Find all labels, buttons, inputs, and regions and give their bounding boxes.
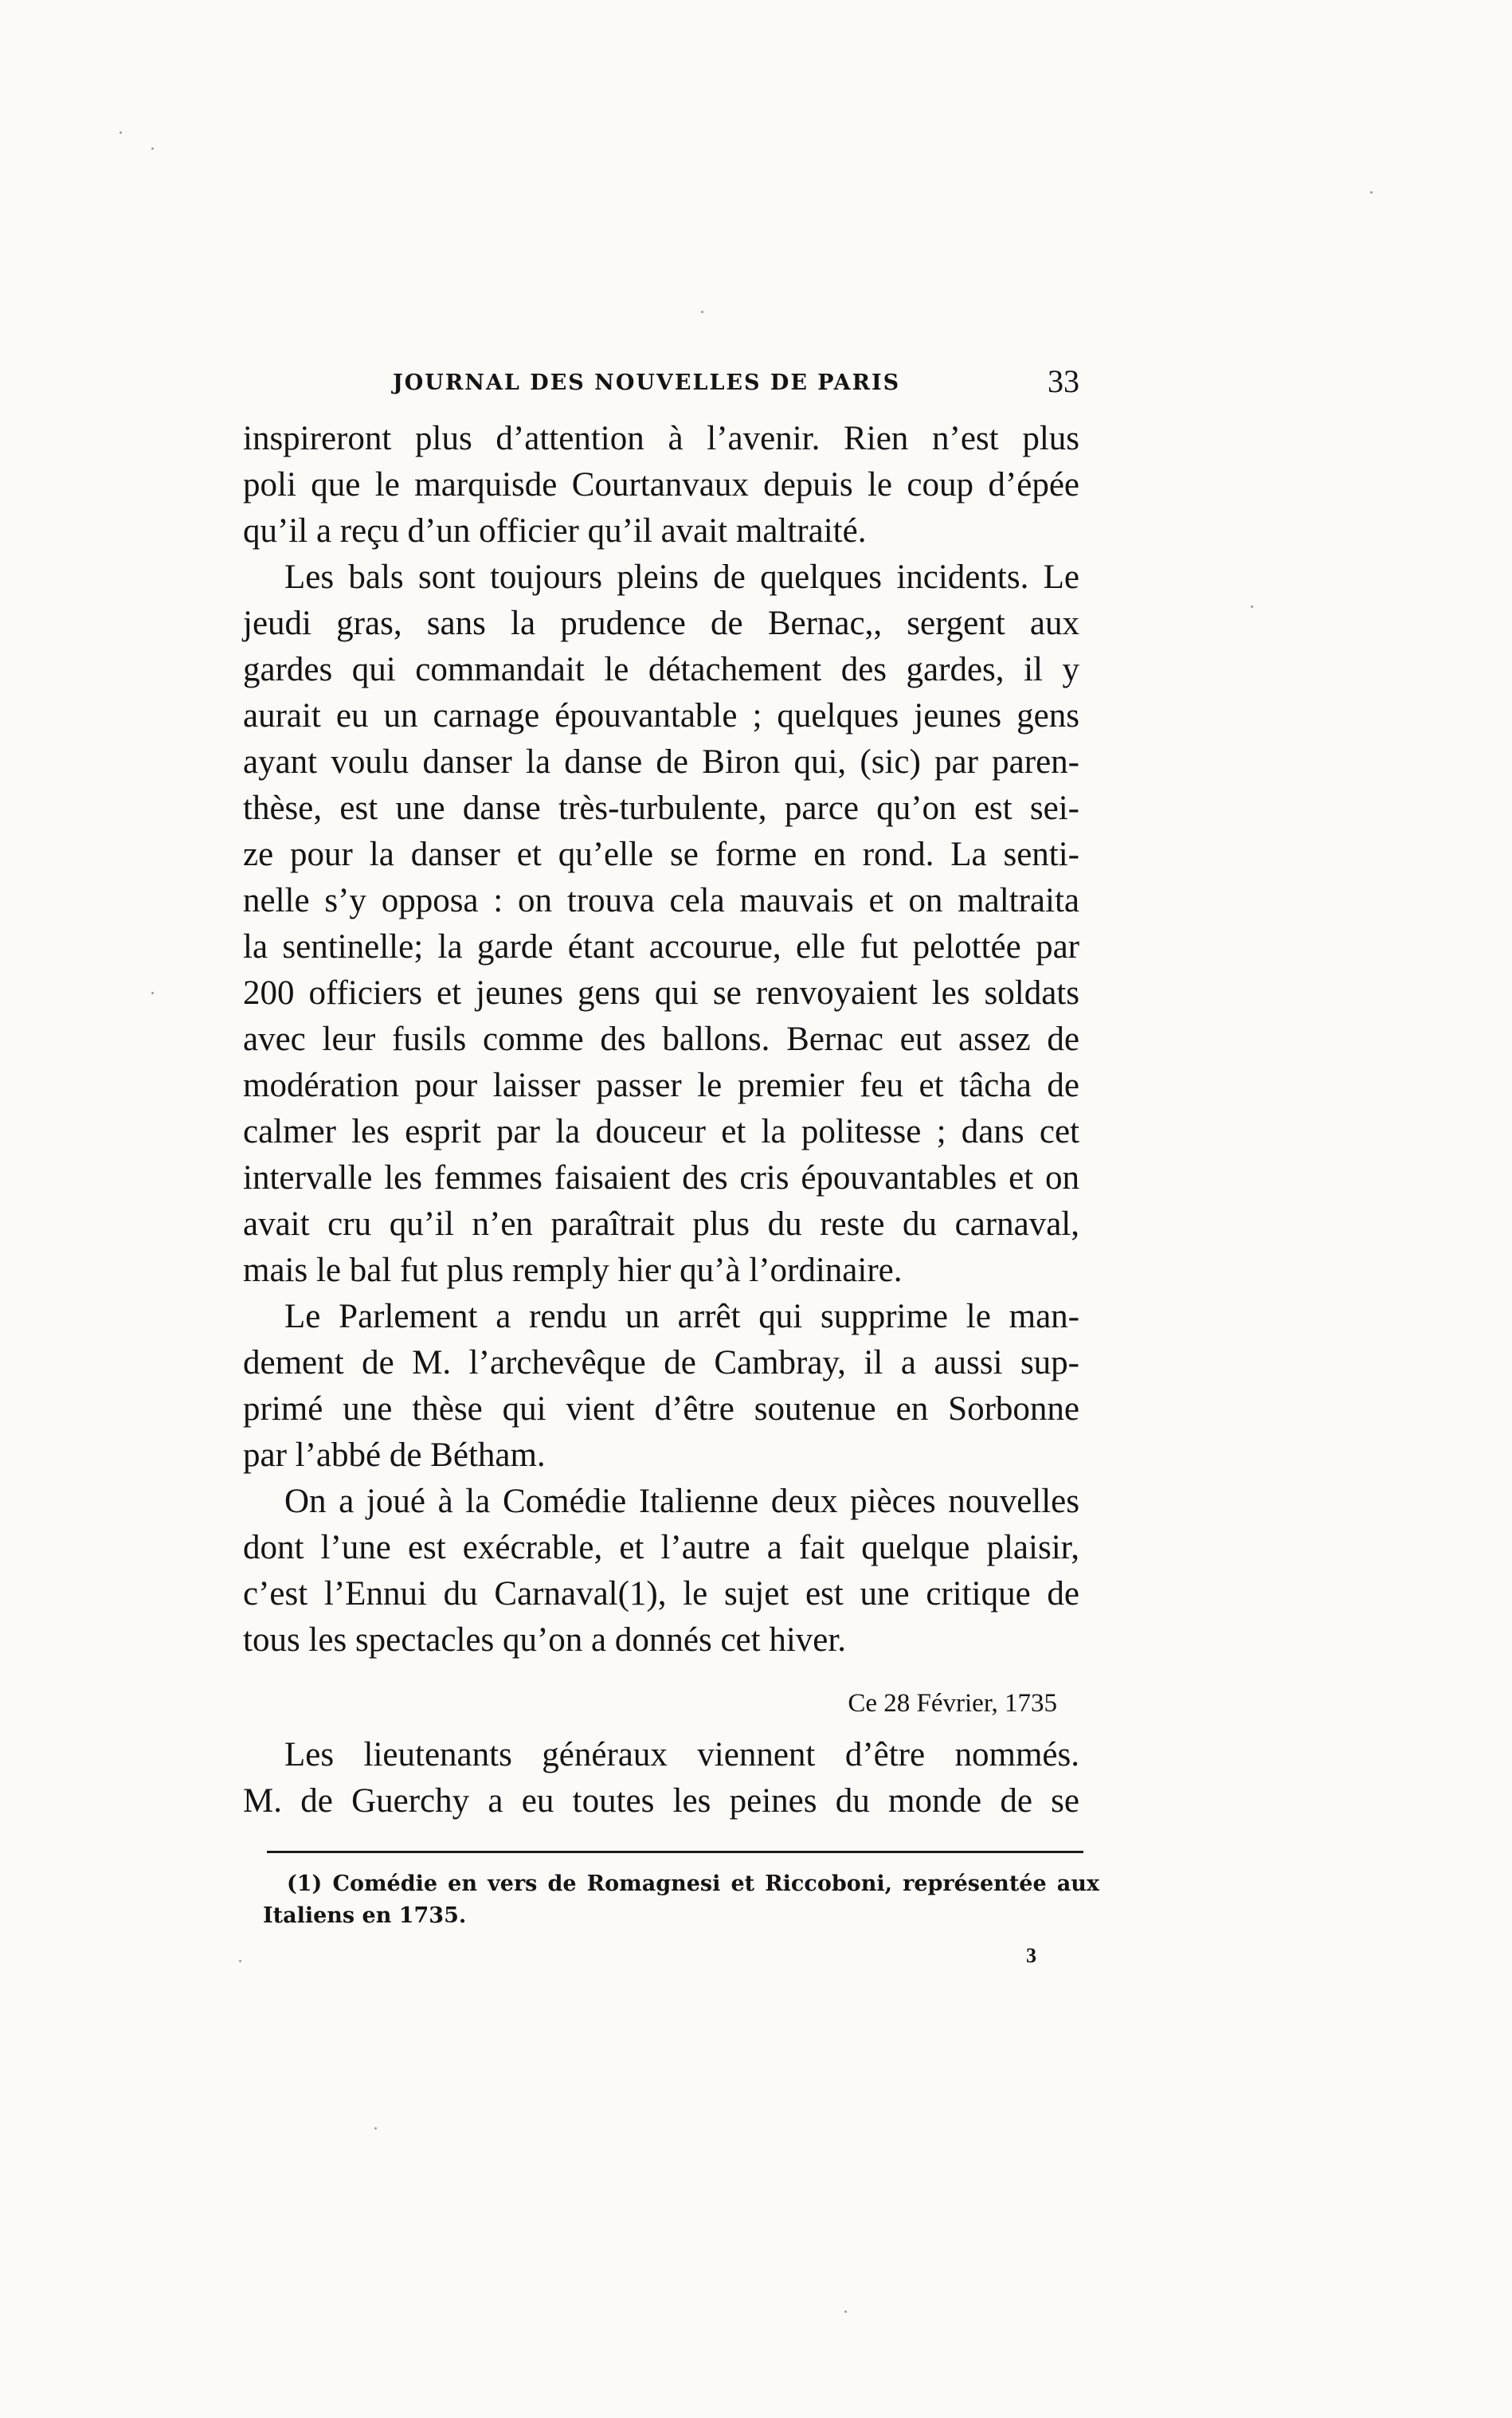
paragraph-spacer xyxy=(243,1664,1079,1675)
text-line: modération pour laisser passer le premier feu et tâcha de xyxy=(243,1067,1079,1104)
dateline: Ce 28 Février, 1735 xyxy=(848,1689,1057,1718)
footnote-rule xyxy=(267,1851,1083,1853)
text-line: dont l’une est exécrable, et l’autre a fait quelque plaisir, xyxy=(243,1529,1079,1566)
scan-speck xyxy=(119,131,122,134)
scan-speck xyxy=(1370,191,1373,194)
body-text xyxy=(243,416,1079,1824)
footnote-line: Italiens en 1735. xyxy=(263,1903,467,1928)
text-line: qu’il a reçu d’un officier qu’il avait maltraité. xyxy=(243,512,867,550)
running-head xyxy=(243,363,1079,410)
text-line: On a joué à la Comédie Italienne deux pièces nouvelles xyxy=(284,1483,1079,1520)
running-title: JOURNAL DES NOUVELLES DE PARIS xyxy=(393,370,901,395)
scan-speck xyxy=(239,1960,241,1962)
text-line: tous les spectacles qu’on a donnés cet hiver. xyxy=(243,1621,847,1659)
text-line: c’est l’Ennui du Carnaval(1), le sujet est une critique de xyxy=(243,1575,1079,1613)
scan-speck xyxy=(844,2310,847,2313)
page-number: 33 xyxy=(1048,363,1079,399)
text-line: ze pour la danser et qu’elle se forme en rond. La senti- xyxy=(243,836,1079,873)
text-line: intervalle les femmes faisaient des cris épouvantables et on xyxy=(243,1159,1079,1197)
text-line: par l’abbé de Bétham. xyxy=(243,1436,546,1474)
text-line: ayant voulu danser la danse de Biron qui, (sic) par paren- xyxy=(243,743,1079,781)
footnote-line: (1) Comédie en vers de Romagnesi et Riccoboni, représentée aux xyxy=(287,1871,1099,1896)
text-line: nelle s’y opposa : on trouva cela mauvais et on maltraita xyxy=(243,882,1079,919)
text-line: inspireront plus d’attention à l’avenir. Rien n’est plus xyxy=(243,420,1079,457)
text-line: dement de M. l’archevêque de Cambray, il a aussi sup- xyxy=(243,1344,1079,1381)
text-line: gardes qui commandait le détachement des gardes, il y xyxy=(243,651,1079,688)
text-line: thèse, est une danse très-turbulente, parce qu’on est sei- xyxy=(243,790,1079,827)
text-line: primé une thèse qui vient d’être soutenue en Sorbonne xyxy=(243,1390,1079,1428)
scan-speck xyxy=(701,311,703,313)
scan-speck xyxy=(1251,605,1253,608)
text-line: aurait eu un carnage épouvantable ; quelques jeunes gens xyxy=(243,697,1079,735)
text-line: Le Parlement a rendu un arrêt qui supprime le man- xyxy=(284,1298,1079,1335)
text-line: Les bals sont toujours pleins de quelques incidents. Le xyxy=(284,558,1079,596)
text-line: jeudi gras, sans la prudence de Bernac,, sergent aux xyxy=(243,605,1079,642)
text-line: avec leur fusils comme des ballons. Bernac eut assez de xyxy=(243,1021,1079,1058)
text-line: mais le bal fut plus remply hier qu’à l’ordinaire. xyxy=(243,1252,903,1289)
text-line: M. de Guerchy a eu toutes les peines du monde de se xyxy=(243,1782,1079,1820)
signature-mark: 3 xyxy=(1026,1944,1036,1967)
text-line: poli que le marquisde Courtanvaux depuis le coup d’épée xyxy=(243,466,1079,504)
text-line: avait cru qu’il n’en paraîtrait plus du reste du carnaval, xyxy=(243,1205,1079,1243)
scan-speck xyxy=(151,147,154,150)
text-line: Les lieutenants généraux viennent d’être nommés. xyxy=(284,1736,1079,1773)
text-line: 200 officiers et jeunes gens qui se renvoyaient les soldats xyxy=(243,974,1079,1012)
footnote xyxy=(263,1868,1099,1932)
scan-speck xyxy=(151,992,154,994)
scan-speck xyxy=(374,2127,377,2130)
text-line: la sentinelle; la garde étant accourue, elle fut pelottée par xyxy=(243,928,1079,966)
text-line: calmer les esprit par la douceur et la politesse ; dans cet xyxy=(243,1113,1079,1150)
